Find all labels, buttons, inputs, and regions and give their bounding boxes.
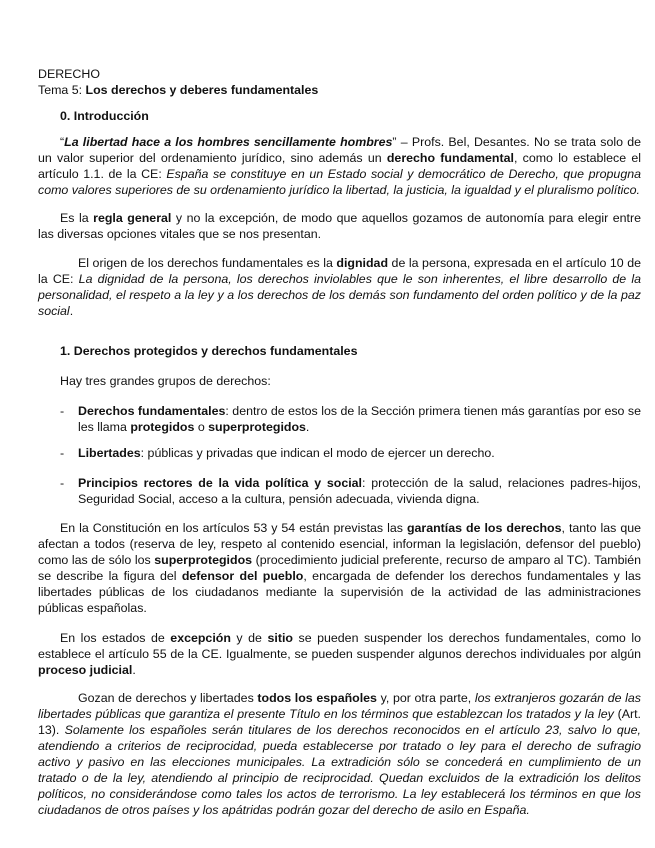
italic-text: España se constituye en un Estado social y democrático de Derecho, que propugna como valores superiores de su ordenamiento jurídico la libertad, la justicia, la igualdad y el pluralismo político. bbox=[38, 167, 641, 197]
text-run: : dentro de estos los de la Sección primera tienen más garantías por eso se les llama bbox=[78, 404, 641, 434]
text-run: y de bbox=[230, 631, 268, 645]
bold-italic-text: La libertad hace a los hombres sencillamente hombres bbox=[64, 135, 393, 149]
paragraph bbox=[38, 210, 641, 242]
text-run: El origen de los derechos fundamentales es la bbox=[78, 256, 337, 270]
text-run: Gozan de derechos y libertades bbox=[78, 691, 258, 705]
text-run: y no la excepción, de modo que aquellos gozamos de autonomía para elegir entre las diversas opciones vitales que se nos presentan. bbox=[38, 211, 641, 241]
text-run: Es la bbox=[60, 211, 94, 225]
bold-text: proceso judicial bbox=[38, 663, 133, 677]
italic-text: Solamente los españoles serán titulares de los derechos reconocidos en el artículo 23, salvo lo que, atendiendo a criterios de reciprocidad, pueda establecerse por tratado o ley para el derecho de sufragio activo y pasivo en las elecciones municipales. La extradición sólo se concederá en cumplimiento de un tratado o de la ley, atendiendo al principio de reciprocidad. Quedan excluidos de la extradición los delitos políticos, no considerándose como tales los actos de terrorismo. La ley establecerá los términos en que los ciudadanos de otros países y los apátridas podrán gozar del derecho de asilo en España. bbox=[38, 723, 641, 817]
paragraph bbox=[38, 520, 641, 616]
list-item bbox=[60, 403, 641, 435]
paragraph bbox=[38, 134, 641, 198]
text-run: (procedimiento judicial preferente, recurso de amparo al TC). También se describe la figura del bbox=[38, 553, 642, 583]
bold-text: dignidad bbox=[336, 256, 389, 270]
list-item-text bbox=[78, 445, 495, 461]
bullet-marker: - bbox=[60, 476, 65, 490]
topic-prefix: Tema 5: bbox=[38, 83, 86, 97]
bold-text: sitio bbox=[267, 631, 293, 645]
paragraph bbox=[38, 630, 641, 678]
text-run: : protección de la salud, relaciones padres-hijos, Seguridad Social, acceso a la cultura, pensión adecuada, vivienda digna. bbox=[78, 476, 642, 506]
text-run: En los estados de bbox=[60, 631, 171, 645]
italic-text: los extranjeros gozarán de las libertades públicas que garantiza el presente Título en los términos que establezcan los tratados y la ley bbox=[38, 691, 641, 721]
list-item bbox=[60, 475, 641, 507]
topic-line bbox=[38, 82, 641, 98]
text-run: o bbox=[194, 420, 209, 434]
bold-text: superprotegidos bbox=[154, 553, 253, 567]
bold-text: defensor del pueblo bbox=[181, 569, 304, 583]
bold-text: Principios rectores de la vida política y social bbox=[78, 476, 363, 490]
section-heading-introduccion: 0. Introducción bbox=[60, 109, 149, 123]
bold-text: Derechos fundamentales bbox=[78, 404, 226, 418]
list-item-text bbox=[78, 403, 641, 435]
bold-text: derecho fundamental bbox=[386, 151, 514, 165]
paragraph bbox=[38, 690, 641, 818]
text-run: ” – Profs. Bel, Desantes. No se trata solo de un valor superior del ordenamiento jurídico, sino además un bbox=[38, 135, 641, 165]
text-run: , tanto las que afectan a todos (reserva de ley, respeto al contenido esencial, informan la legislación, defensor del pueblo) como las de sólo los bbox=[38, 521, 642, 567]
text-run: . bbox=[69, 304, 74, 318]
bullet-marker: - bbox=[60, 404, 65, 418]
list-item-text bbox=[78, 475, 641, 507]
list-item bbox=[60, 445, 641, 461]
text-run: “ bbox=[60, 135, 65, 149]
text-run: y, por otra parte, bbox=[376, 691, 475, 705]
text-run: : públicas y privadas que indican el modo de ejercer un derecho. bbox=[140, 446, 495, 460]
bold-text: regla general bbox=[93, 211, 172, 225]
text-run: de la persona, expresada en el artículo 10 de la CE: bbox=[38, 256, 641, 286]
text-run: se pueden suspender los derechos fundamentales, como lo establece el artículo 55 de la CE. Igualmente, se pueden suspender algunos derechos individuales por algún bbox=[38, 631, 641, 661]
bold-text: superprotegidos bbox=[208, 420, 306, 434]
text-run: . bbox=[132, 663, 136, 677]
bold-text: excepción bbox=[170, 631, 231, 645]
text-run: (Art. 13). bbox=[38, 707, 641, 737]
document-header bbox=[38, 66, 641, 98]
section-heading-derechos: 1. Derechos protegidos y derechos fundamentales bbox=[60, 344, 358, 358]
bold-text: protegidos bbox=[130, 420, 195, 434]
paragraph bbox=[38, 255, 641, 319]
bold-text: Libertades bbox=[78, 446, 141, 460]
text-run: , encargada de defender los derechos fundamentales y las libertades públicas de los ciudadanos mediante la supervisión de la actividad de las administraciones públicas españolas. bbox=[38, 569, 642, 615]
text-run: , como lo establece el artículo 1.1. de la CE: bbox=[38, 151, 642, 181]
text-run: . bbox=[305, 420, 310, 434]
topic-title: Los derechos y deberes fundamentales bbox=[85, 83, 319, 97]
bold-text: garantías de los derechos bbox=[406, 521, 562, 535]
text-run: En la Constitución en los artículos 53 y 54 están previstas las bbox=[60, 521, 407, 535]
subject-title: DERECHO bbox=[38, 67, 100, 81]
italic-text: La dignidad de la persona, los derechos inviolables que le son inherentes, el libre desarrollo de la personalidad, el respeto a la ley y a los derechos de los demás son fundamento del orden político y de la paz social bbox=[38, 272, 641, 318]
bullet-marker: - bbox=[60, 446, 65, 460]
section-intro: Hay tres grandes grupos de derechos: bbox=[60, 374, 271, 388]
bold-text: todos los españoles bbox=[257, 691, 377, 705]
